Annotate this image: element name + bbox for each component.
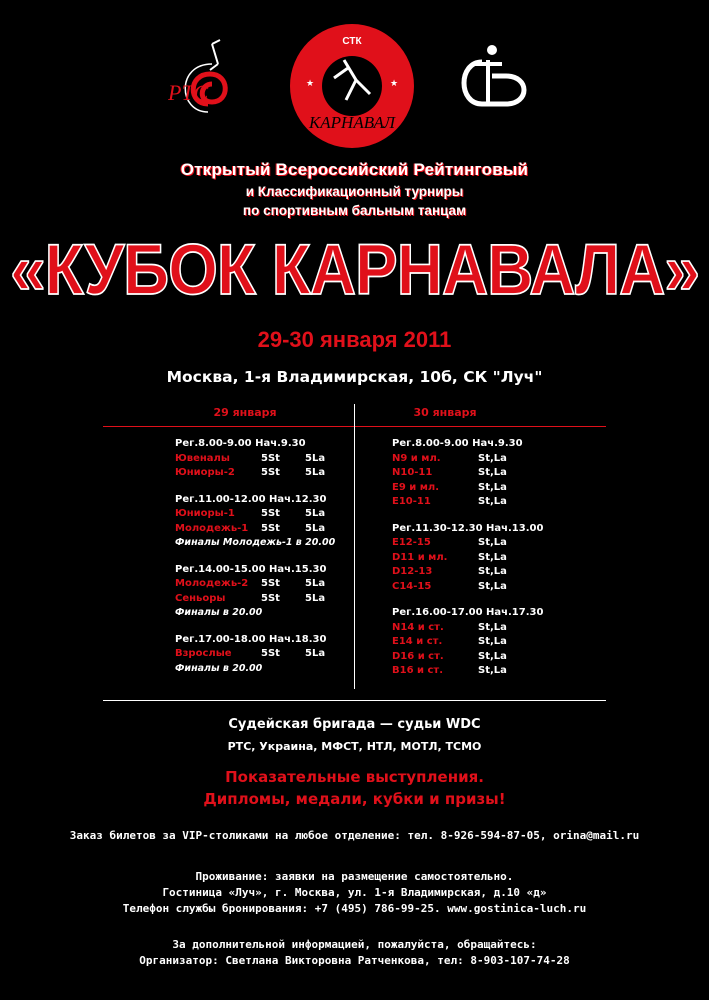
stb-logo bbox=[452, 42, 530, 112]
latin-program: 5La bbox=[305, 452, 326, 464]
registration-time: Рег.8.00-9.00 Нач.9.30 bbox=[175, 438, 306, 449]
latin-program: 5La bbox=[305, 648, 326, 659]
category-name: B16 и ст. bbox=[392, 665, 444, 676]
accommodation-line-1: Проживание: заявки на размещение самостоятельно. bbox=[195, 870, 514, 883]
registration-time: Рег.8.00-9.00 Нач.9.30 bbox=[392, 438, 523, 449]
dance-program: St,La bbox=[478, 580, 507, 592]
contact-line-2: Организатор: Светлана Викторовна Ратченкова, тел: 8-903-107-74-28 bbox=[139, 954, 570, 967]
karnaval-logo bbox=[286, 20, 418, 152]
latin-program: 5La bbox=[305, 578, 326, 589]
category-name: Молодежь-2 bbox=[175, 578, 249, 589]
schedule-row bbox=[392, 580, 572, 595]
promo-line-1: Показательные выступления. bbox=[225, 768, 484, 786]
main-title: «КУБОК КАРНАВАЛА» bbox=[10, 229, 699, 310]
accommodation-line-2: Гостиница «Луч», г. Москва, ул. 1-я Владимирская, д.10 «д» bbox=[162, 886, 547, 899]
schedule-row bbox=[175, 647, 345, 662]
accommodation-line-3: Телефон службы бронирования: +7 (495) 786-99-25. www.gostinica-luch.ru bbox=[122, 902, 587, 915]
category-name: N9 и мл. bbox=[392, 452, 441, 464]
dance-program: St,La bbox=[478, 636, 507, 647]
contact-line-1: За дополнительной информацией, пожалуйста, обращайтесь: bbox=[172, 938, 537, 951]
dance-program: St,La bbox=[478, 665, 507, 676]
schedule-day-1 bbox=[175, 437, 345, 676]
latin-program: 5La bbox=[305, 592, 326, 604]
schedule-day-1-header: 29 января bbox=[213, 406, 277, 419]
category-name: Молодежь-1 bbox=[175, 522, 249, 534]
dance-program: St,La bbox=[478, 551, 507, 563]
category-name: E12-15 bbox=[392, 537, 431, 548]
finals-note: Финалы в 20.00 bbox=[175, 662, 263, 674]
dance-program: St,La bbox=[478, 621, 507, 633]
schedule-row bbox=[392, 664, 572, 679]
rts-logo bbox=[168, 34, 246, 124]
registration-time: Рег.11.30-12.30 Нач.13.00 bbox=[392, 522, 544, 534]
category-name: C14-15 bbox=[392, 580, 432, 592]
subtitle-line-2: и Классификационный турниры bbox=[245, 184, 464, 199]
registration-time: Рег.14.00-15.00 Нач.15.30 bbox=[175, 563, 327, 575]
dance-program: St,La bbox=[478, 481, 507, 493]
judges-list: РТС, Украина, МФСТ, НТЛ, МОТЛ, ТСМО bbox=[227, 740, 482, 753]
standard-program: 5St bbox=[261, 467, 280, 478]
schedule-row bbox=[392, 495, 572, 510]
karnaval-logo-text: КАРНАВАЛ bbox=[308, 113, 396, 132]
category-name: E9 и мл. bbox=[392, 481, 440, 493]
svg-text:★: ★ bbox=[390, 78, 399, 88]
event-date: 29-30 января 2011 bbox=[257, 327, 452, 352]
tickets-info: Заказ билетов за VIP-столиками на любое отделение: тел. 8-926-594-87-05, orina@mail.ru bbox=[69, 829, 640, 842]
schedule-divider-bottom bbox=[103, 700, 606, 701]
finals-note: Финалы Молодежь-1 в 20.00 bbox=[175, 537, 336, 548]
schedule-row bbox=[392, 565, 572, 580]
schedule-row bbox=[175, 592, 345, 607]
dance-program: St,La bbox=[478, 566, 507, 577]
schedule-day-2 bbox=[392, 437, 572, 679]
schedule-row bbox=[392, 481, 572, 496]
svg-text:★: ★ bbox=[306, 78, 315, 88]
schedule-row bbox=[392, 536, 572, 551]
rts-logo-text: РТС bbox=[168, 80, 209, 105]
subtitle-line-1: Открытый Всероссийский Рейтинговый bbox=[180, 160, 529, 179]
latin-program: 5La bbox=[305, 522, 326, 534]
category-name: N10-11 bbox=[392, 467, 433, 478]
registration-time: Рег.17.00-18.00 Нач.18.30 bbox=[175, 633, 327, 645]
standard-program: 5St bbox=[261, 648, 280, 659]
registration-time: Рег.16.00-17.00 Нач.17.30 bbox=[392, 607, 544, 618]
category-name: D11 и мл. bbox=[392, 551, 448, 563]
category-name: D12-13 bbox=[392, 566, 433, 577]
schedule-row bbox=[392, 452, 572, 467]
category-name: Сеньоры bbox=[175, 592, 226, 604]
promo-line-2: Дипломы, медали, кубки и призы! bbox=[203, 790, 506, 808]
dance-program: St,La bbox=[478, 537, 507, 548]
schedule-row bbox=[175, 507, 345, 522]
finals-note: Финалы в 20.00 bbox=[175, 607, 263, 618]
standard-program: 5St bbox=[261, 578, 280, 589]
category-name: D16 и ст. bbox=[392, 650, 444, 662]
dance-program: St,La bbox=[478, 452, 507, 464]
dance-program: St,La bbox=[478, 650, 507, 662]
category-name: E10-11 bbox=[392, 496, 431, 507]
karnaval-logo-top: СТК bbox=[342, 36, 362, 47]
judges-title: Судейская бригада — судьи WDC bbox=[228, 717, 481, 732]
schedule-row bbox=[175, 466, 345, 481]
latin-program: 5La bbox=[305, 508, 326, 519]
schedule-row bbox=[175, 522, 345, 537]
standard-program: 5St bbox=[261, 508, 280, 519]
standard-program: 5St bbox=[261, 452, 280, 464]
latin-program: 5La bbox=[305, 467, 326, 478]
schedule-day-2-header: 30 января bbox=[413, 406, 477, 419]
subtitle-line-3: по спортивным бальным танцам bbox=[242, 203, 467, 218]
category-name: E14 и ст. bbox=[392, 636, 443, 647]
schedule-row bbox=[175, 577, 345, 592]
registration-time: Рег.11.00-12.00 Нач.12.30 bbox=[175, 493, 327, 505]
schedule-row bbox=[392, 650, 572, 665]
schedule-row bbox=[175, 452, 345, 467]
stb-logo-text: СТБ bbox=[452, 42, 454, 43]
schedule-divider-vertical bbox=[354, 404, 355, 689]
standard-program: 5St bbox=[261, 522, 280, 534]
category-name: Юниоры-1 bbox=[175, 508, 235, 519]
category-name: N14 и ст. bbox=[392, 621, 444, 633]
dance-program: St,La bbox=[478, 467, 507, 478]
category-name: Ювеналы bbox=[175, 452, 230, 464]
schedule-row bbox=[392, 551, 572, 566]
category-name: Юниоры-2 bbox=[175, 467, 235, 478]
event-address: Москва, 1-я Владимирская, 10б, СК "Луч" bbox=[166, 368, 543, 386]
standard-program: 5St bbox=[261, 592, 280, 604]
schedule-row bbox=[392, 466, 572, 481]
dance-program: St,La bbox=[478, 496, 507, 507]
schedule-row bbox=[392, 621, 572, 636]
schedule-row bbox=[392, 635, 572, 650]
category-name: Взрослые bbox=[175, 648, 232, 659]
